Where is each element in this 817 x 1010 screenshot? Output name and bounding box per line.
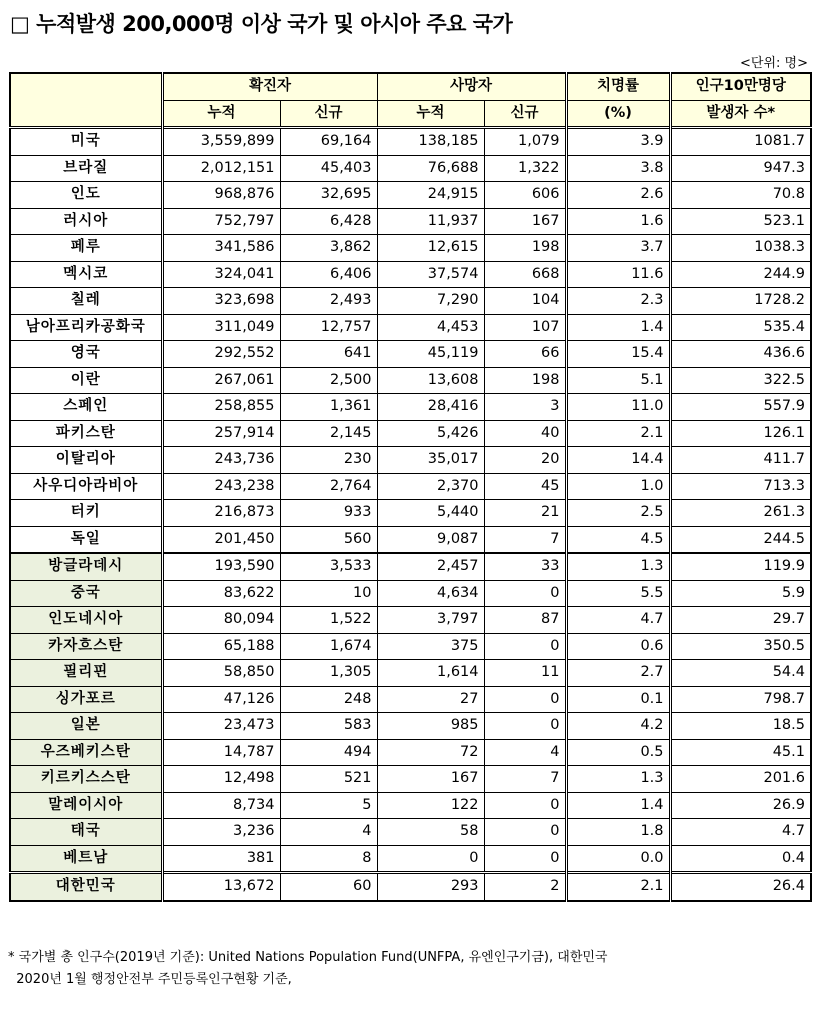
confirmed-new-cell: 3,533 — [280, 553, 377, 580]
deaths-cumulative-cell: 0 — [377, 845, 484, 873]
per100k-cell: 1728.2 — [670, 288, 811, 315]
per100k-cell: 29.7 — [670, 607, 811, 634]
country-cell: 페루 — [10, 235, 162, 262]
confirmed-new-cell: 6,428 — [280, 208, 377, 235]
country-cell: 인도 — [10, 182, 162, 209]
table-row — [10, 235, 811, 262]
confirmed-cumulative-cell: 13,672 — [162, 873, 280, 901]
header-fatality: 치명률 — [566, 73, 670, 100]
country-cell: 일본 — [10, 713, 162, 740]
deaths-cumulative-cell: 9,087 — [377, 526, 484, 553]
table-row — [10, 633, 811, 660]
per100k-cell: 798.7 — [670, 686, 811, 713]
table-row — [10, 341, 811, 368]
confirmed-new-cell: 230 — [280, 447, 377, 474]
per100k-cell: 713.3 — [670, 473, 811, 500]
per100k-cell: 244.5 — [670, 526, 811, 553]
table-row — [10, 128, 811, 156]
country-cell: 브라질 — [10, 155, 162, 182]
confirmed-cumulative-cell: 12,498 — [162, 766, 280, 793]
covid-country-table — [9, 72, 812, 902]
footnote — [8, 947, 608, 991]
confirmed-new-cell: 8 — [280, 845, 377, 873]
deaths-cumulative-cell: 4,453 — [377, 314, 484, 341]
deaths-new-cell: 0 — [484, 686, 566, 713]
header-deaths: 사망자 — [377, 73, 566, 100]
per100k-cell: 411.7 — [670, 447, 811, 474]
confirmed-new-cell: 60 — [280, 873, 377, 901]
confirmed-new-cell: 2,500 — [280, 367, 377, 394]
per100k-cell: 45.1 — [670, 739, 811, 766]
country-cell: 대한민국 — [10, 873, 162, 901]
country-cell: 러시아 — [10, 208, 162, 235]
table-row — [10, 500, 811, 527]
fatality-rate-cell: 1.6 — [566, 208, 670, 235]
fatality-rate-cell: 2.1 — [566, 420, 670, 447]
fatality-rate-cell: 1.4 — [566, 314, 670, 341]
per100k-cell: 535.4 — [670, 314, 811, 341]
header-per100k: 인구10만명당 — [670, 73, 811, 100]
table-row — [10, 314, 811, 341]
table-row — [10, 607, 811, 634]
table-row — [10, 766, 811, 793]
deaths-cumulative-cell: 27 — [377, 686, 484, 713]
table-row — [10, 553, 811, 580]
deaths-cumulative-cell: 76,688 — [377, 155, 484, 182]
table-row — [10, 420, 811, 447]
deaths-cumulative-cell: 2,457 — [377, 553, 484, 580]
fatality-rate-cell: 1.3 — [566, 766, 670, 793]
deaths-new-cell: 3 — [484, 394, 566, 421]
confirmed-new-cell: 560 — [280, 526, 377, 553]
fatality-rate-cell: 2.7 — [566, 660, 670, 687]
fatality-rate-cell: 14.4 — [566, 447, 670, 474]
table-row — [10, 288, 811, 315]
fatality-rate-cell: 2.6 — [566, 182, 670, 209]
deaths-new-cell: 33 — [484, 553, 566, 580]
country-cell: 키르키스스탄 — [10, 766, 162, 793]
deaths-cumulative-cell: 28,416 — [377, 394, 484, 421]
confirmed-cumulative-cell: 381 — [162, 845, 280, 873]
deaths-cumulative-cell: 1,614 — [377, 660, 484, 687]
confirmed-cumulative-cell: 83,622 — [162, 580, 280, 607]
deaths-new-cell: 0 — [484, 580, 566, 607]
confirmed-cumulative-cell: 193,590 — [162, 553, 280, 580]
fatality-rate-cell: 3.7 — [566, 235, 670, 262]
deaths-new-cell: 668 — [484, 261, 566, 288]
confirmed-new-cell: 248 — [280, 686, 377, 713]
confirmed-new-cell: 4 — [280, 819, 377, 846]
header-row-1 — [10, 73, 811, 100]
deaths-cumulative-cell: 138,185 — [377, 128, 484, 156]
table-row — [10, 182, 811, 209]
per100k-cell: 119.9 — [670, 553, 811, 580]
confirmed-cumulative-cell: 80,094 — [162, 607, 280, 634]
deaths-cumulative-cell: 11,937 — [377, 208, 484, 235]
deaths-cumulative-cell: 24,915 — [377, 182, 484, 209]
deaths-new-cell: 7 — [484, 766, 566, 793]
per100k-cell: 244.9 — [670, 261, 811, 288]
per100k-cell: 54.4 — [670, 660, 811, 687]
table-row — [10, 155, 811, 182]
fatality-rate-cell: 11.0 — [566, 394, 670, 421]
confirmed-new-cell: 1,522 — [280, 607, 377, 634]
deaths-new-cell: 198 — [484, 367, 566, 394]
deaths-new-cell: 606 — [484, 182, 566, 209]
confirmed-cumulative-cell: 267,061 — [162, 367, 280, 394]
deaths-new-cell: 1,079 — [484, 128, 566, 156]
deaths-new-cell: 66 — [484, 341, 566, 368]
fatality-rate-cell: 3.8 — [566, 155, 670, 182]
table-row — [10, 580, 811, 607]
header-country-cell — [10, 73, 162, 128]
fatality-rate-cell: 1.8 — [566, 819, 670, 846]
deaths-new-cell: 45 — [484, 473, 566, 500]
confirmed-cumulative-cell: 201,450 — [162, 526, 280, 553]
country-cell: 베트남 — [10, 845, 162, 873]
confirmed-new-cell: 1,674 — [280, 633, 377, 660]
header-deaths-new: 신규 — [484, 100, 566, 128]
confirmed-cumulative-cell: 257,914 — [162, 420, 280, 447]
deaths-new-cell: 1,322 — [484, 155, 566, 182]
deaths-new-cell: 20 — [484, 447, 566, 474]
fatality-rate-cell: 0.0 — [566, 845, 670, 873]
table-row — [10, 394, 811, 421]
fatality-rate-cell: 5.1 — [566, 367, 670, 394]
confirmed-cumulative-cell: 323,698 — [162, 288, 280, 315]
confirmed-cumulative-cell: 258,855 — [162, 394, 280, 421]
country-cell: 터키 — [10, 500, 162, 527]
fatality-rate-cell: 4.2 — [566, 713, 670, 740]
confirmed-new-cell: 1,305 — [280, 660, 377, 687]
deaths-new-cell: 104 — [484, 288, 566, 315]
confirmed-new-cell: 12,757 — [280, 314, 377, 341]
table-row — [10, 739, 811, 766]
per100k-cell: 4.7 — [670, 819, 811, 846]
unit-label: <단위: 명> — [740, 56, 808, 71]
fatality-rate-cell: 1.0 — [566, 473, 670, 500]
confirmed-cumulative-cell: 243,238 — [162, 473, 280, 500]
fatality-rate-cell: 0.6 — [566, 633, 670, 660]
country-cell: 우즈베키스탄 — [10, 739, 162, 766]
confirmed-new-cell: 1,361 — [280, 394, 377, 421]
country-cell: 남아프리카공화국 — [10, 314, 162, 341]
per100k-cell: 26.9 — [670, 792, 811, 819]
fatality-rate-cell: 2.1 — [566, 873, 670, 901]
country-cell: 싱가포르 — [10, 686, 162, 713]
deaths-cumulative-cell: 5,426 — [377, 420, 484, 447]
confirmed-new-cell: 2,493 — [280, 288, 377, 315]
confirmed-cumulative-cell: 216,873 — [162, 500, 280, 527]
deaths-cumulative-cell: 58 — [377, 819, 484, 846]
confirmed-cumulative-cell: 58,850 — [162, 660, 280, 687]
country-cell: 칠레 — [10, 288, 162, 315]
table-row — [10, 208, 811, 235]
footnote-line-2: 2020년 1월 행정안전부 주민등록인구현황 기준, — [8, 972, 292, 987]
fatality-rate-cell: 3.9 — [566, 128, 670, 156]
deaths-new-cell: 40 — [484, 420, 566, 447]
confirmed-cumulative-cell: 23,473 — [162, 713, 280, 740]
confirmed-new-cell: 3,862 — [280, 235, 377, 262]
table-row — [10, 367, 811, 394]
confirmed-cumulative-cell: 311,049 — [162, 314, 280, 341]
deaths-cumulative-cell: 375 — [377, 633, 484, 660]
deaths-new-cell: 167 — [484, 208, 566, 235]
country-cell: 필리핀 — [10, 660, 162, 687]
country-cell: 인도네시아 — [10, 607, 162, 634]
fatality-rate-cell: 4.7 — [566, 607, 670, 634]
confirmed-cumulative-cell: 47,126 — [162, 686, 280, 713]
confirmed-cumulative-cell: 14,787 — [162, 739, 280, 766]
footnote-line-1: * 국가별 총 인구수(2019년 기준): United Nations Population Fund(UNFPA, 유엔인구기금), 대한민국 — [8, 950, 608, 965]
country-cell: 중국 — [10, 580, 162, 607]
confirmed-cumulative-cell: 292,552 — [162, 341, 280, 368]
fatality-rate-cell: 15.4 — [566, 341, 670, 368]
confirmed-new-cell: 933 — [280, 500, 377, 527]
deaths-cumulative-cell: 985 — [377, 713, 484, 740]
fatality-rate-cell: 11.6 — [566, 261, 670, 288]
per100k-cell: 350.5 — [670, 633, 811, 660]
deaths-new-cell: 21 — [484, 500, 566, 527]
fatality-rate-cell: 2.3 — [566, 288, 670, 315]
per100k-cell: 201.6 — [670, 766, 811, 793]
confirmed-cumulative-cell: 65,188 — [162, 633, 280, 660]
table-row — [10, 845, 811, 873]
confirmed-cumulative-cell: 243,736 — [162, 447, 280, 474]
confirmed-new-cell: 2,764 — [280, 473, 377, 500]
per100k-cell: 523.1 — [670, 208, 811, 235]
confirmed-new-cell: 641 — [280, 341, 377, 368]
deaths-new-cell: 7 — [484, 526, 566, 553]
table-row — [10, 873, 811, 901]
table-row — [10, 261, 811, 288]
confirmed-cumulative-cell: 2,012,151 — [162, 155, 280, 182]
confirmed-new-cell: 494 — [280, 739, 377, 766]
deaths-cumulative-cell: 12,615 — [377, 235, 484, 262]
table-row — [10, 686, 811, 713]
deaths-new-cell: 0 — [484, 713, 566, 740]
per100k-cell: 5.9 — [670, 580, 811, 607]
confirmed-new-cell: 10 — [280, 580, 377, 607]
fatality-rate-cell: 1.4 — [566, 792, 670, 819]
confirmed-new-cell: 6,406 — [280, 261, 377, 288]
confirmed-new-cell: 69,164 — [280, 128, 377, 156]
per100k-cell: 1038.3 — [670, 235, 811, 262]
confirmed-cumulative-cell: 324,041 — [162, 261, 280, 288]
deaths-cumulative-cell: 35,017 — [377, 447, 484, 474]
deaths-cumulative-cell: 37,574 — [377, 261, 484, 288]
deaths-new-cell: 107 — [484, 314, 566, 341]
country-cell: 카자흐스탄 — [10, 633, 162, 660]
per100k-cell: 436.6 — [670, 341, 811, 368]
confirmed-new-cell: 5 — [280, 792, 377, 819]
fatality-rate-cell: 4.5 — [566, 526, 670, 553]
header-deaths-cumulative: 누적 — [377, 100, 484, 128]
deaths-cumulative-cell: 122 — [377, 792, 484, 819]
deaths-cumulative-cell: 45,119 — [377, 341, 484, 368]
deaths-cumulative-cell: 72 — [377, 739, 484, 766]
deaths-cumulative-cell: 4,634 — [377, 580, 484, 607]
fatality-rate-cell: 0.5 — [566, 739, 670, 766]
deaths-cumulative-cell: 7,290 — [377, 288, 484, 315]
table-row — [10, 447, 811, 474]
table-row — [10, 792, 811, 819]
country-cell: 독일 — [10, 526, 162, 553]
country-cell: 말레이시아 — [10, 792, 162, 819]
confirmed-cumulative-cell: 3,236 — [162, 819, 280, 846]
confirmed-cumulative-cell: 3,559,899 — [162, 128, 280, 156]
deaths-new-cell: 11 — [484, 660, 566, 687]
deaths-cumulative-cell: 5,440 — [377, 500, 484, 527]
fatality-rate-cell: 0.1 — [566, 686, 670, 713]
header-confirmed: 확진자 — [162, 73, 377, 100]
deaths-new-cell: 198 — [484, 235, 566, 262]
country-cell: 사우디아라비아 — [10, 473, 162, 500]
per100k-cell: 322.5 — [670, 367, 811, 394]
confirmed-cumulative-cell: 968,876 — [162, 182, 280, 209]
confirmed-new-cell: 32,695 — [280, 182, 377, 209]
country-cell: 태국 — [10, 819, 162, 846]
deaths-new-cell: 0 — [484, 633, 566, 660]
table-row — [10, 660, 811, 687]
per100k-cell: 0.4 — [670, 845, 811, 873]
country-cell: 파키스탄 — [10, 420, 162, 447]
confirmed-new-cell: 45,403 — [280, 155, 377, 182]
table-row — [10, 819, 811, 846]
deaths-new-cell: 4 — [484, 739, 566, 766]
deaths-cumulative-cell: 293 — [377, 873, 484, 901]
confirmed-cumulative-cell: 752,797 — [162, 208, 280, 235]
deaths-cumulative-cell: 3,797 — [377, 607, 484, 634]
country-cell: 방글라데시 — [10, 553, 162, 580]
fatality-rate-cell: 2.5 — [566, 500, 670, 527]
deaths-cumulative-cell: 13,608 — [377, 367, 484, 394]
confirmed-new-cell: 2,145 — [280, 420, 377, 447]
header-confirmed-cumulative: 누적 — [162, 100, 280, 128]
deaths-cumulative-cell: 167 — [377, 766, 484, 793]
confirmed-cumulative-cell: 8,734 — [162, 792, 280, 819]
country-cell: 미국 — [10, 128, 162, 156]
country-cell: 영국 — [10, 341, 162, 368]
deaths-new-cell: 0 — [484, 819, 566, 846]
deaths-new-cell: 2 — [484, 873, 566, 901]
per100k-cell: 947.3 — [670, 155, 811, 182]
fatality-rate-cell: 5.5 — [566, 580, 670, 607]
header-fatality-unit: (%) — [566, 100, 670, 128]
country-cell: 이탈리아 — [10, 447, 162, 474]
deaths-cumulative-cell: 2,370 — [377, 473, 484, 500]
table-row — [10, 713, 811, 740]
country-cell: 이란 — [10, 367, 162, 394]
per100k-cell: 18.5 — [670, 713, 811, 740]
per100k-cell: 1081.7 — [670, 128, 811, 156]
fatality-rate-cell: 1.3 — [566, 553, 670, 580]
per100k-cell: 70.8 — [670, 182, 811, 209]
per100k-cell: 261.3 — [670, 500, 811, 527]
confirmed-new-cell: 583 — [280, 713, 377, 740]
per100k-cell: 26.4 — [670, 873, 811, 901]
per100k-cell: 126.1 — [670, 420, 811, 447]
table-row — [10, 526, 811, 553]
per100k-cell: 557.9 — [670, 394, 811, 421]
country-cell: 멕시코 — [10, 261, 162, 288]
header-per100k-line2: 발생자 수* — [670, 100, 811, 128]
deaths-new-cell: 0 — [484, 792, 566, 819]
confirmed-cumulative-cell: 341,586 — [162, 235, 280, 262]
header-confirmed-new: 신규 — [280, 100, 377, 128]
table-row — [10, 473, 811, 500]
confirmed-new-cell: 521 — [280, 766, 377, 793]
country-cell: 스페인 — [10, 394, 162, 421]
deaths-new-cell: 87 — [484, 607, 566, 634]
deaths-new-cell: 0 — [484, 845, 566, 873]
page-title: □ 누적발생 200,000명 이상 국가 및 아시아 주요 국가 — [10, 12, 513, 36]
